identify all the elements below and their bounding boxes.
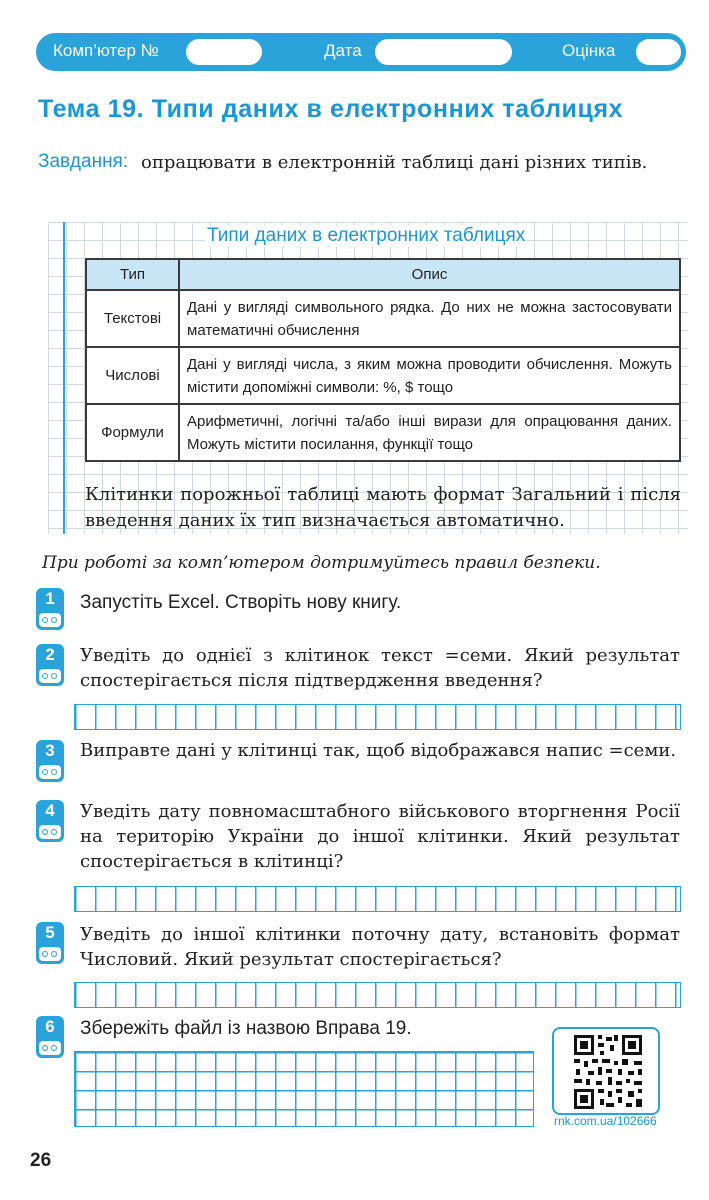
header-bar: [36, 33, 686, 71]
desc-cell: Дані у вигляді числа, з яким можна проводити обчислення. Можуть містити допоміжні символи: %, $ тощо: [179, 347, 680, 404]
step-badge-3: [36, 740, 64, 782]
step-number: 1: [45, 589, 55, 608]
qr-code-icon: [572, 1033, 644, 1111]
format-note: Клітинки порожньої таблиці мають формат Загальний і після введення даних їх тип визначається автоматично.: [85, 484, 681, 531]
task-text: опрацювати в електронній таблиці дані різних типів.: [141, 152, 648, 173]
step-text-5: Уведіть до іншої клітинки поточну дату, встановіть формат Числовий. Який результат спостерігається?: [80, 924, 680, 970]
date-field[interactable]: [375, 39, 512, 65]
step-badge-2: [36, 644, 64, 686]
safety-note: При роботі за комп’ютером дотримуйтесь правил безпеки.: [42, 553, 601, 573]
answer-block-6[interactable]: [74, 1051, 534, 1127]
table-row: [86, 347, 680, 404]
monitor-icon: [39, 613, 61, 627]
task-label: Завдання:: [38, 151, 129, 172]
type-cell: Текстові: [86, 290, 179, 347]
step-number: 4: [45, 801, 55, 820]
type-cell: Формули: [86, 404, 179, 461]
table-row: [86, 404, 680, 461]
qr-link[interactable]: rnk.com.ua/102666: [554, 1114, 657, 1128]
monitor-icon: [39, 825, 61, 839]
step-badge-6: [36, 1016, 64, 1058]
table-row: [86, 290, 680, 347]
header-type: Тип: [86, 259, 179, 290]
step-number: 3: [45, 741, 55, 760]
step-number: 6: [45, 1017, 55, 1036]
header-desc: Опис: [179, 259, 680, 290]
step-badge-1: [36, 588, 64, 630]
table-title: Типи даних в електронних таблицях: [207, 225, 526, 246]
answer-field-4[interactable]: [74, 886, 681, 912]
desc-cell: Арифметичні, логічні та/або інші вирази для опрацювання даних. Можуть містити посилання, функції тощо: [179, 404, 680, 461]
step-text-3: Виправте дані у клітинці так, щоб відображався напис =семи.: [80, 740, 677, 761]
answer-field-2[interactable]: [74, 704, 681, 730]
step-text-6: Збережіть файл із назвою Вправа 19.: [80, 1018, 412, 1039]
data-types-table: [85, 258, 681, 462]
step-text-2: Уведіть до однієї з клітинок текст =семи. Який результат спостерігається після підтвердження введення?: [80, 645, 680, 691]
step-number: 5: [45, 923, 55, 942]
grade-field[interactable]: [636, 39, 681, 65]
answer-field-5[interactable]: [74, 982, 681, 1008]
monitor-icon: [39, 947, 61, 961]
computer-number-field[interactable]: [186, 39, 262, 65]
step-badge-5: [36, 922, 64, 964]
grade-label: Оцінка: [562, 41, 616, 60]
qr-code[interactable]: [552, 1027, 660, 1115]
date-label: Дата: [324, 41, 362, 60]
page-title: Тема 19. Типи даних в електронних таблицях: [38, 95, 624, 123]
step-number: 2: [45, 645, 55, 664]
page-number: 26: [30, 1150, 52, 1171]
table-header-row: [86, 259, 680, 290]
computer-label: Комп’ютер №: [53, 41, 159, 60]
step-text-4: Уведіть дату повномасштабного військового вторгнення Росії на територію України до іншої клітинки. Який результат спостерігається в клітинці?: [80, 801, 680, 872]
desc-cell: Дані у вигляді символьного рядка. До них не можна застосовувати математичні обчислення: [179, 290, 680, 347]
step-badge-4: [36, 800, 64, 842]
monitor-icon: [39, 765, 61, 779]
monitor-icon: [39, 669, 61, 683]
margin-line: [63, 222, 65, 534]
monitor-icon: [39, 1041, 61, 1055]
type-cell: Числові: [86, 347, 179, 404]
step-text-1: Запустіть Excel. Створіть нову книгу.: [80, 592, 402, 613]
